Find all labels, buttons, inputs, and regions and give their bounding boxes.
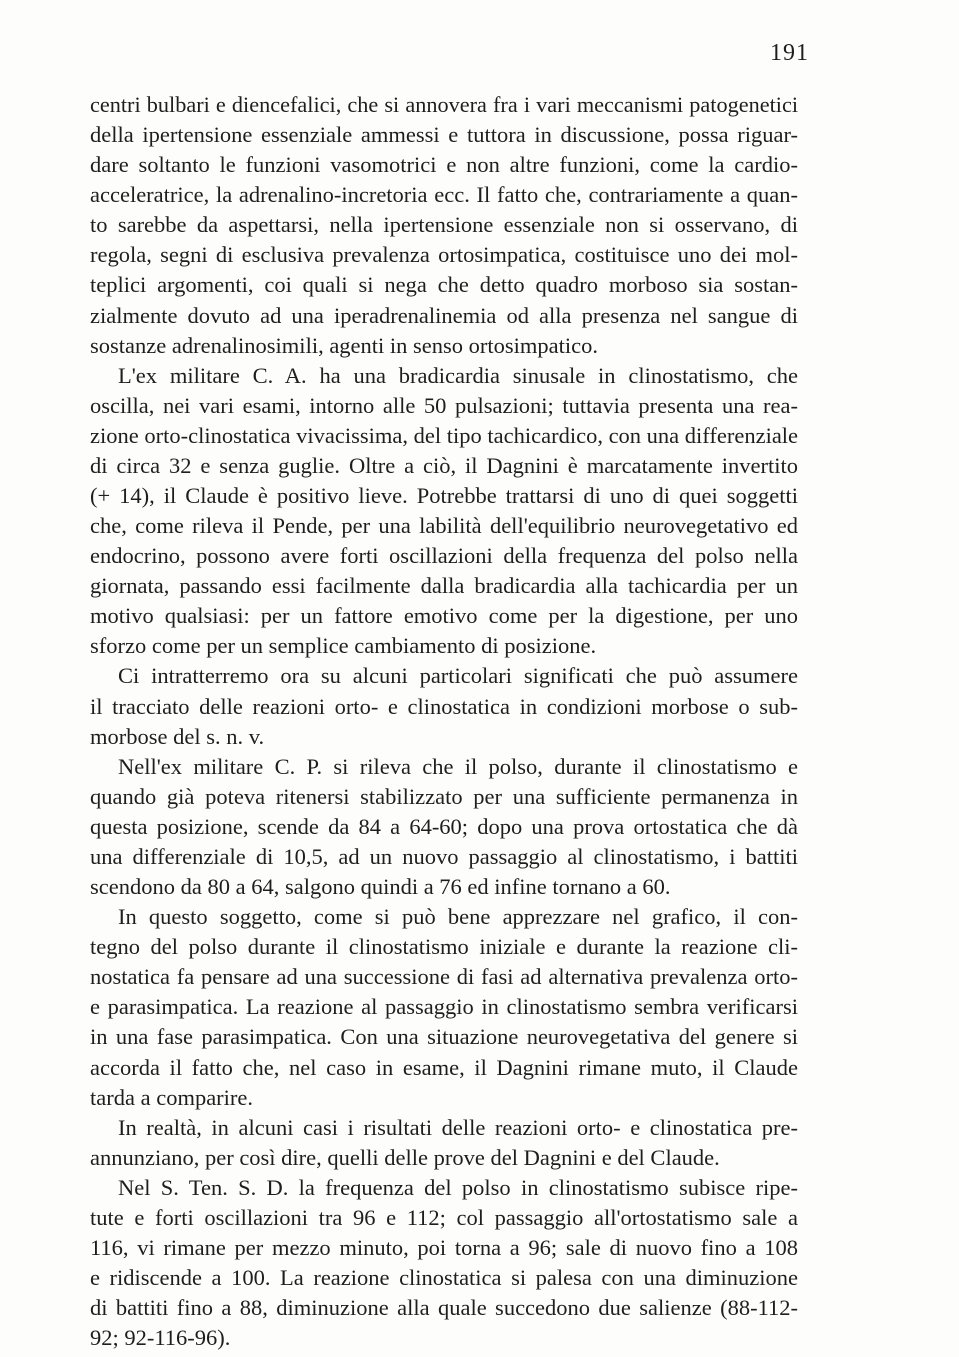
- text-line: centri bulbari e diencefalici, che si annovera fra i vari meccanismi patogenetici: [90, 92, 798, 117]
- text-line: di circa 32 e senza guglie. Oltre a ciò, il Dagnini è marcatamente invertito: [90, 452, 798, 478]
- text-line: giornata, passando essi facilmente dalla bradicardia alla tachicardia per un: [90, 573, 798, 599]
- text-line: Ci intratterremo ora su alcuni particolari significati che può assumere: [118, 663, 798, 689]
- text-line: In questo soggetto, come si può bene apprezzare nel grafico, il con-: [118, 904, 798, 930]
- text-line: acceleratrice, la adrenalino-incretoria ecc. Il fatto che, contrariamente a quan-: [90, 182, 798, 208]
- text-line: nostatica fa pensare ad una successione di fasi ad alternativa prevalenza orto-: [90, 964, 798, 990]
- text-line: tegno del polso durante il clinostatismo iniziale e durante la reazione cli-: [90, 934, 798, 960]
- text-line: oscilla, nei vari esami, intorno alle 50 pulsazioni; tuttavia presenta una rea-: [90, 392, 798, 418]
- text-line: quando già poteva ritenersi stabilizzato per una sufficiente permanenza in: [90, 783, 798, 809]
- text-line: sostanze adrenalinosimili, agenti in senso ortosimpatico.: [90, 332, 599, 358]
- text-line: tarda a comparire.: [90, 1084, 254, 1110]
- text-line: una differenziale di 10,5, ad un nuovo passaggio al clinostatismo, i battiti: [90, 843, 798, 869]
- body-text: [90, 90, 798, 1353]
- text-line: 116, vi rimane per mezzo minuto, poi torna a 96; sale di nuovo fino a 108: [90, 1234, 798, 1260]
- text-line: sforzo come per un semplice cambiamento di posizione.: [90, 633, 597, 659]
- text-line: accorda il fatto che, nel caso in esame, il Dagnini rimane muto, il Claude: [90, 1054, 798, 1080]
- text-line: zialmente dovuto ad una iperadrenalinemia od alla presenza nel sangue di: [90, 302, 798, 328]
- text-line: in una fase parasimpatica. Con una situazione neurovegetativa del genere si: [90, 1024, 798, 1050]
- text-line: Nell'ex militare C. P. si rileva che il polso, durante il clinostatismo e: [118, 753, 798, 779]
- page-number: 191: [770, 40, 809, 66]
- text-line: di battiti fino a 88, diminuzione alla quale succedono due salienze (88-112-: [90, 1295, 798, 1321]
- text-line: to sarebbe da aspettarsi, nella ipertensione essenziale non si osservano, di: [90, 212, 798, 238]
- text-line: teplici argomenti, coi quali si nega che detto quadro morboso sia sostan-: [90, 272, 798, 298]
- text-line: L'ex militare C. A. ha una bradicardia sinusale in clinostatismo, che: [118, 362, 798, 388]
- text-line: che, come rileva il Pende, per una labilità dell'equilibrio neurovegetativo ed: [90, 513, 798, 539]
- text-line: della ipertensione essenziale ammessi e tuttora in discussione, possa riguar-: [90, 122, 798, 148]
- text-line: il tracciato delle reazioni orto- e clinostatica in condizioni morbose o sub-: [90, 693, 798, 719]
- text-line: motivo qualsiasi: per un fattore emotivo come per la digestione, per uno: [90, 603, 798, 629]
- text-line: endocrino, possono avere forti oscillazioni della frequenza del polso nella: [90, 543, 798, 569]
- text-line: (+ 14), il Claude è positivo lieve. Potrebbe trattarsi di uno di quei soggetti: [90, 483, 798, 509]
- text-line: morbose del s. n. v.: [90, 723, 265, 749]
- text-line: 92; 92-116-96).: [90, 1325, 231, 1351]
- text-line: questa posizione, scende da 84 a 64-60; dopo una prova ortostatica che dà: [90, 813, 798, 839]
- text-line: In realtà, in alcuni casi i risultati delle reazioni orto- e clinostatica pre-: [118, 1114, 798, 1140]
- text-line: e parasimpatica. La reazione al passaggio in clinostatismo sembra verificarsi: [90, 994, 798, 1020]
- text-line: dare soltanto le funzioni vasomotrici e non altre funzioni, come la cardio-: [90, 152, 798, 178]
- text-line: zione orto-clinostatica vivacissima, del tipo tachicardico, con una differenziale: [90, 422, 799, 448]
- text-line: tute e forti oscillazioni tra 96 e 112; col passaggio all'ortostatismo sale a: [90, 1204, 798, 1230]
- text-line: regola, segni di esclusiva prevalenza ortosimpatica, costituisce uno dei mol-: [90, 242, 798, 268]
- text-line: scendono da 80 a 64, salgono quindi a 76 ed infine tornano a 60.: [90, 874, 671, 900]
- text-line: annunziano, per così dire, quelli delle prove del Dagnini e del Claude.: [90, 1144, 720, 1170]
- text-line: e ridiscende a 100. La reazione clinostatica si palesa con una diminuzione: [90, 1265, 798, 1291]
- text-line: Nel S. Ten. S. D. la frequenza del polso in clinostatismo subisce ripe-: [118, 1174, 798, 1200]
